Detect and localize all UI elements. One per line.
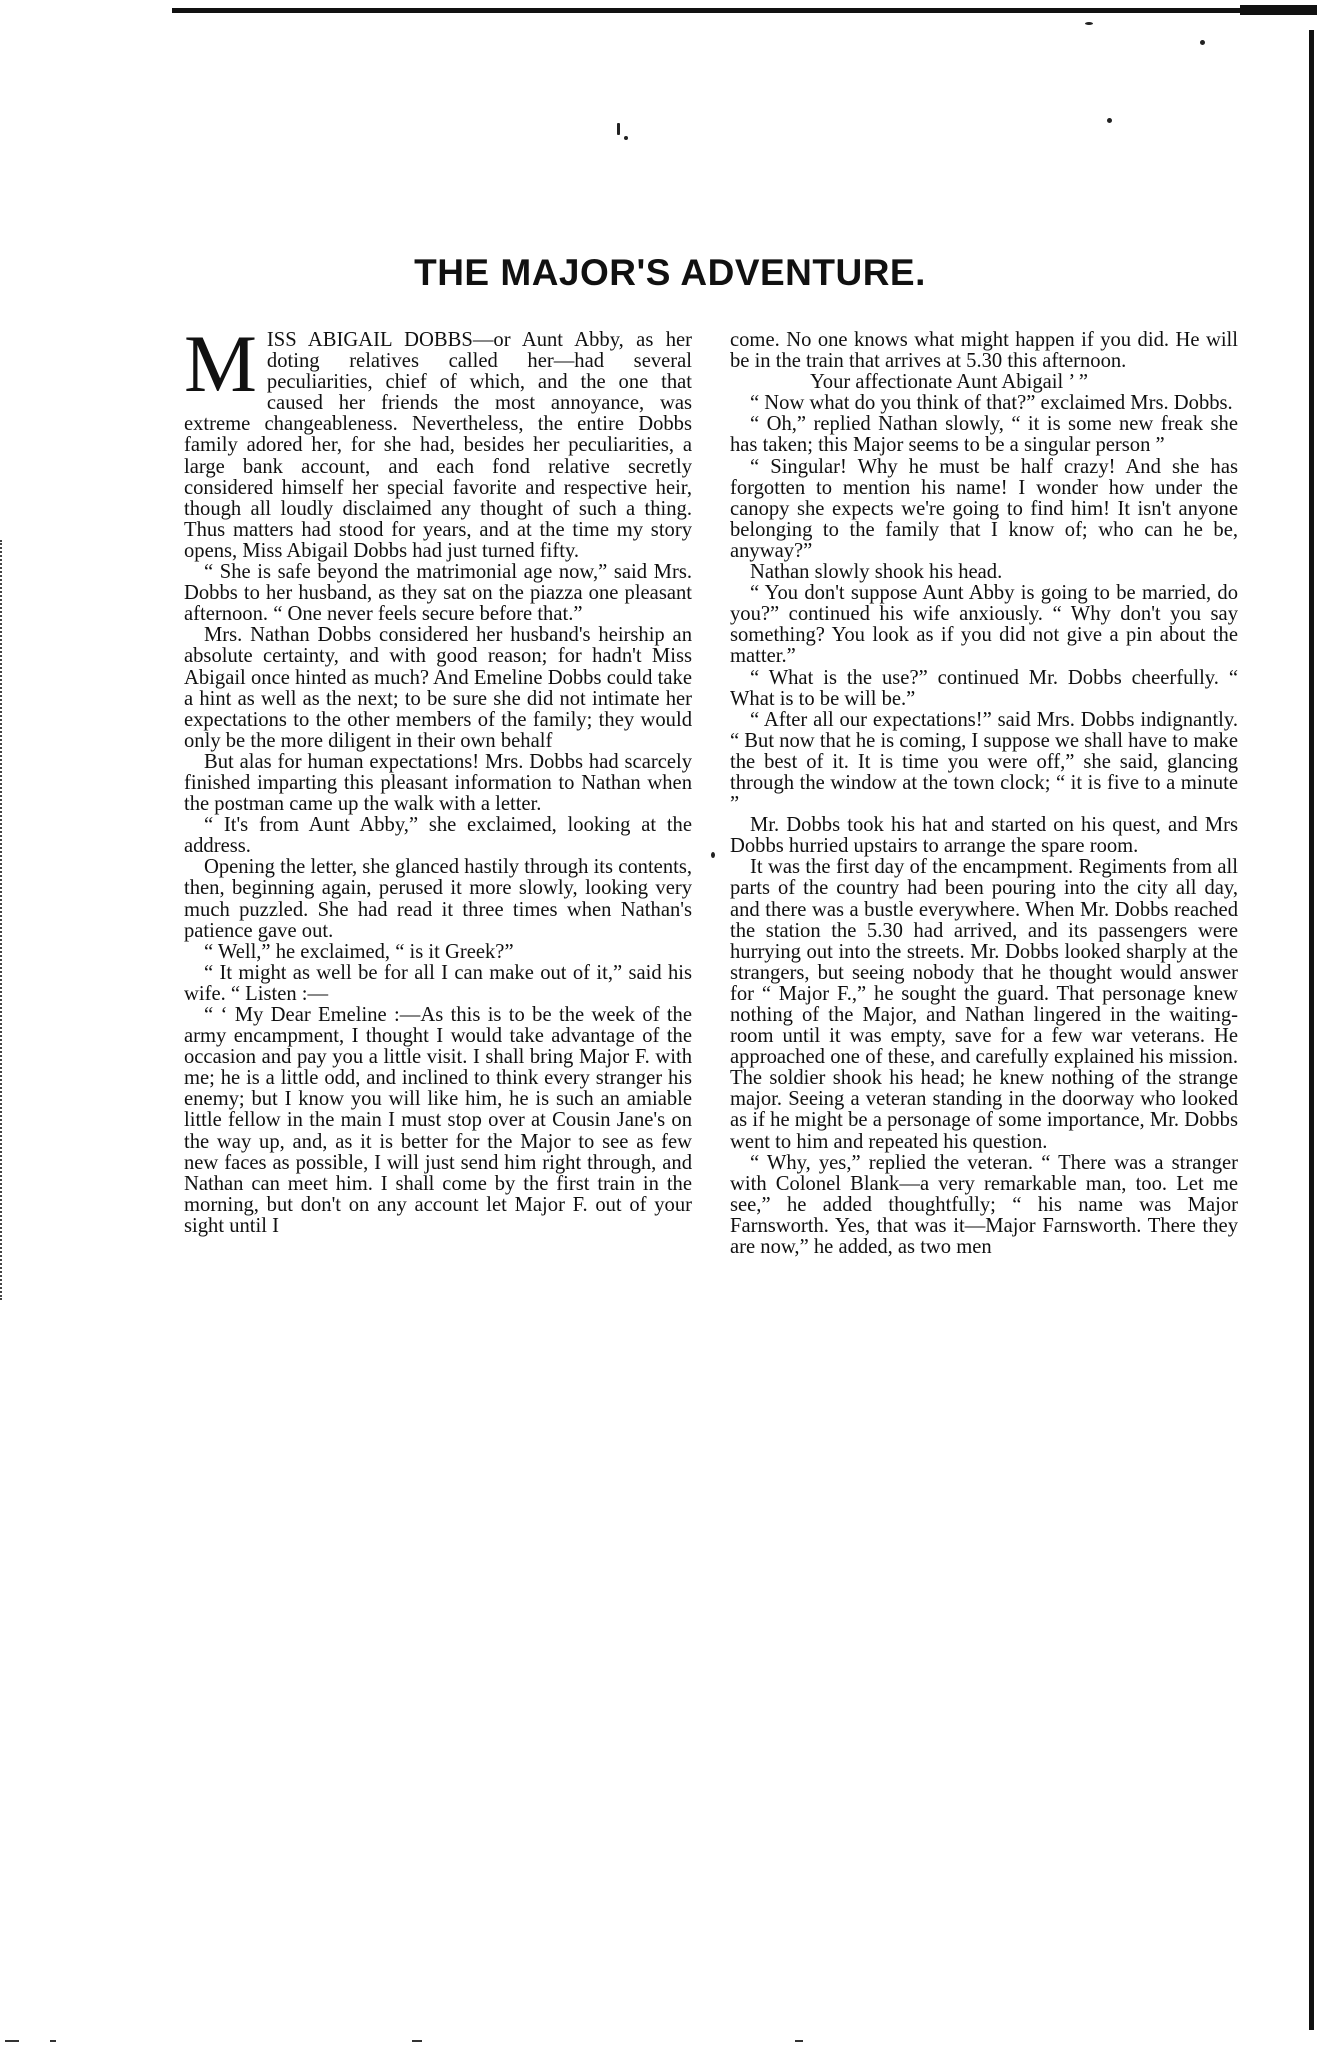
paragraph: “ After all our expectations!” said Mrs. Dobbs indignantly. “ But now that he is coming, I suppose we shall have to make the best of it. It is time you were off,” she said, glancing through the window at the town clock; “ it is five to a minute ” bbox=[730, 708, 1238, 816]
letter-signature: Your affectionate Aunt Abigail ’ ” bbox=[810, 371, 1088, 394]
paragraph: “ ‘ My Dear Emeline :—As this is to be the week of the army encampment, I thought I would take advantage of the occasion and pay you a little visit. I shall bring Major F. with me; he is a little odd, and inclined to think every stranger his enemy; but I know you will like him, he is such an amiable little fellow in the main I must stop over at Cousin Jane's on the way up, and, as it is better for the Major to see as few new faces as possible, I will just send him right through, and Nathan can meet him. I shall come by the first train in the morning, but don't on any account let Major F. out of your sight until I bbox=[184, 1004, 692, 1237]
right-border-rule bbox=[1309, 30, 1314, 2030]
paragraph: “ Oh,” replied Nathan slowly, “ it is some new freak she has taken; this Major seems to be a singular person ” bbox=[730, 413, 1238, 457]
top-border-rule bbox=[172, 8, 1317, 13]
paragraph: “ It's from Aunt Abby,” she exclaimed, looking at the address. bbox=[184, 814, 692, 858]
paragraph: Opening the letter, she glanced hastily through its contents, then, beginning again, perused it more slowly, looking very much puzzled. She had read it three times when Nathan's patience gave out. bbox=[184, 856, 692, 942]
print-speck bbox=[617, 123, 620, 135]
paragraph: It was the first day of the encampment. Regiments from all parts of the country had been pouring into the city all day, and there was a bustle everywhere. When Mr. Dobbs reached the station the 5.30 had arrived, and its passengers were hurrying out into the streets. Mr. Dobbs looked sharply at the strangers, but seeing nobody that he thought would answer for “ Major F.,” he sought the guard. That personage knew nothing of the Major, and Nathan lingered in the waiting-room until it was empty, save for a few war veterans. He approached one of these, and carefully explained his mission. The soldier shook his head; he knew nothing of the strange major. Seeing a veteran standing in the doorway who looked as if he might be a personage of some importance, Mr. Dobbs went to him and repeated his question. bbox=[730, 856, 1238, 1153]
drop-cap: M bbox=[184, 318, 257, 409]
paragraph: Mrs. Nathan Dobbs considered her husband's heirship an absolute certainty, and with good reason; for hadn't Miss Abigail once hinted as much? And Emeline Dobbs could take a hint as well as the next; to be sure she did not intimate her expectations to the other members of the family; they would only be the more diligent in their own behalf bbox=[184, 624, 692, 752]
bottom-speck bbox=[795, 2040, 803, 2042]
bottom-speck bbox=[50, 2040, 56, 2042]
left-margin-dots bbox=[0, 540, 4, 1300]
paragraph: Nathan slowly shook his head. bbox=[750, 561, 1003, 584]
paragraph: “ She is safe beyond the matrimonial age now,” said Mrs. Dobbs to her husband, as they sat on the piazza one pleasant afternoon. “ One never feels secure before that.” bbox=[184, 561, 692, 626]
paragraph: “ Why, yes,” replied the veteran. “ There was a stranger with Colonel Blank—a very remarkable man, too. Let me see,” he added thoughtfully; “ his name was Major Farnsworth. Yes, that was it—Major Farnsworth. There they are now,” he added, as two men bbox=[730, 1151, 1238, 1259]
bottom-speck bbox=[5, 2040, 19, 2042]
paragraph: “ You don't suppose Aunt Abby is going to be married, do you?” continued his wife anxiously. “ Why don't you say something? You look as if you did not give a pin about the matter.” bbox=[730, 582, 1238, 668]
paragraph: Mr. Dobbs took his hat and started on his quest, and Mrs Dobbs hurried upstairs to arrange the spare room. bbox=[730, 814, 1238, 858]
paragraph: But alas for human expectations! Mrs. Dobbs had scarcely finished imparting this pleasant information to Nathan when the postman came up the walk with a letter. bbox=[184, 750, 692, 816]
paragraph: “ What is the use?” continued Mr. Dobbs cheerfully. “ What is to be will be.” bbox=[730, 666, 1238, 710]
bottom-speck bbox=[412, 2040, 422, 2042]
print-speck bbox=[1085, 22, 1093, 25]
print-speck bbox=[711, 852, 715, 858]
right-column bbox=[730, 330, 1238, 1258]
paragraph-text: ISS ABIGAIL DOBBS—or Aunt Abby, as her doting relatives called her—had several peculiarities, chief of which, and the one that caused her friends the most annoyance, was extreme changeableness. Nevertheless, the entire Dobbs family adored her, for she had, besides her peculiarities, a large bank account, and each fond relative secretly considered himself her special favorite and respective heir, though all loudly disclaimed any thought of such a thing. Thus matters had stood for years, and at the time my story opens, Miss Abigail Dobbs had just turned fifty. bbox=[184, 329, 692, 562]
article-title: THE MAJOR'S ADVENTURE. bbox=[414, 252, 926, 293]
paragraph: “ It might as well be for all I can make out of it,” said his wife. “ Listen :— bbox=[184, 961, 692, 1005]
print-speck bbox=[1107, 118, 1112, 123]
paragraph: come. No one knows what might happen if you did. He will be in the train that arrives at 5.30 this afternoon. bbox=[730, 329, 1238, 373]
paragraph: “ Now what do you think of that?” exclaimed Mrs. Dobbs. bbox=[750, 392, 1233, 415]
print-speck bbox=[1200, 40, 1205, 45]
left-column bbox=[184, 318, 692, 1237]
paragraph: “ Singular! Why he must be half crazy! And she has forgotten to mention his name! I wonder how under the canopy she expects we're going to find him! It isn't anyone belonging to the family that I know of; who can he be, anyway?” bbox=[730, 455, 1238, 562]
print-speck bbox=[624, 136, 628, 140]
paragraph: “ Well,” he exclaimed, “ is it Greek?” bbox=[204, 940, 514, 963]
top-border-corner bbox=[1240, 5, 1317, 15]
paragraph bbox=[184, 318, 692, 562]
